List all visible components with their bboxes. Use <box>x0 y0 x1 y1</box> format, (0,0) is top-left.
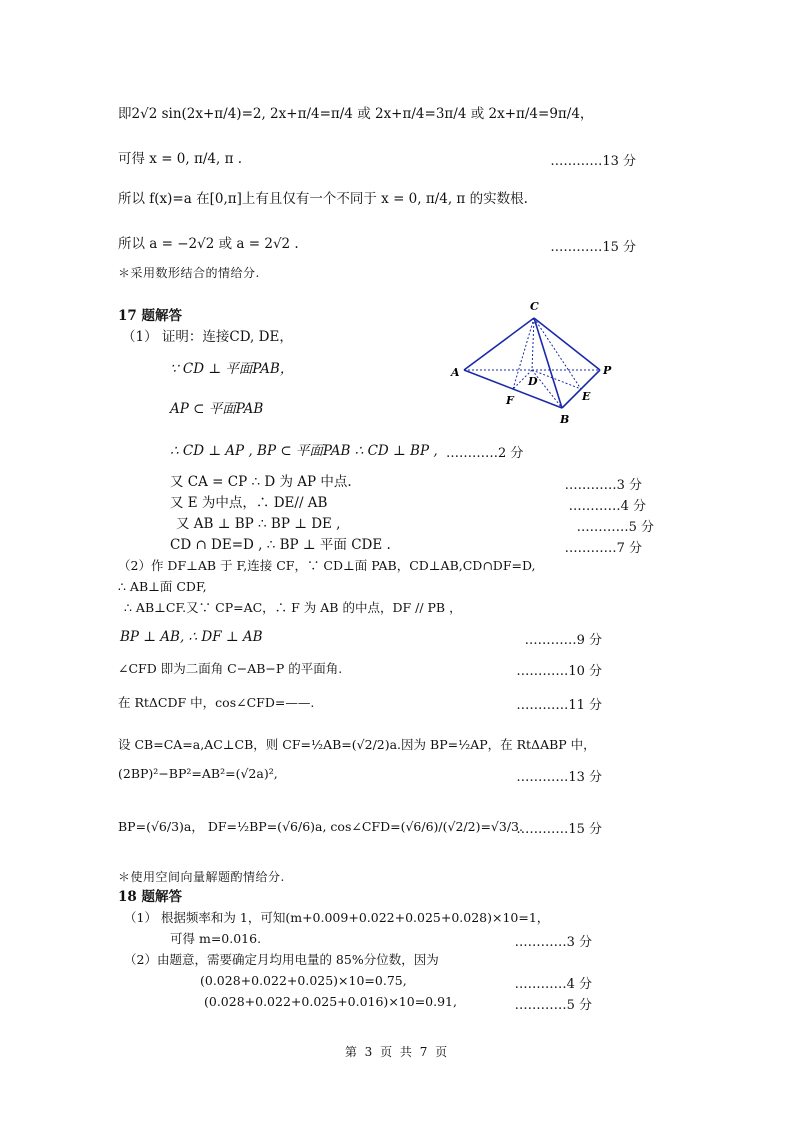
q17-line-17: BP=(√6/3)a， DF=½BP=(√6/6)a, cos∠CFD=(√6/6)/(√2/2)=√3/3. <box>118 819 523 834</box>
q18-line-5: (0.028+0.022+0.025+0.016)×10=0.91, <box>204 994 457 1009</box>
score-9: …………9 分 <box>524 633 602 648</box>
q17-line-10: ∴ AB⊥面 CDF, <box>118 579 207 594</box>
label-A: A <box>451 366 460 379</box>
line-1-text: 即2√2 sin(2x+π/4)=2, 2x+π/4=π/4 或 2x+π/4=3π/4 或 2x+π/4=9π/4， <box>118 106 594 122</box>
q17-line-4: ∴ CD ⊥ AP , BP ⊂ 平面PAB ∴ CD ⊥ BP , <box>170 443 438 459</box>
q18-line-3: （2）由题意，需要确定月均用电量的 85%分位数，因为 <box>124 952 439 967</box>
q17-line-2: ∵ CD ⊥ 平面PAB， <box>170 361 294 377</box>
label-B: B <box>560 413 570 426</box>
score-13a: …………13 分 <box>550 154 636 169</box>
q18-line-1: （1） 根据频率和为 1，可知(m+0.009+0.022+0.025+0.028)×10=1， <box>124 910 550 925</box>
q17-heading: 17 题解答 <box>118 308 182 324</box>
q17-line-7: 又 AB ⊥ BP ∴ BP ⊥ DE , <box>176 516 341 532</box>
score-3a: …………3 分 <box>564 478 642 493</box>
label-C: C <box>530 300 539 313</box>
label-D: D <box>528 375 538 388</box>
q17-line-1: （1） 证明：连接CD, DE， <box>122 329 293 345</box>
dashed-CD <box>532 318 534 370</box>
q17-line-14: 在 RtΔCDF 中，cos∠CFD=——. <box>118 695 315 710</box>
line-3-text: 所以 f(x)=a 在[0,π]上有且仅有一个不同于 x = 0, π/4, π 的实数根. <box>118 191 528 207</box>
q17-line-9: （2）作 DF⊥AB 于 F,连接 CF，∵ CD⊥面 PAB，CD⊥AB,CD∩DF=D, <box>118 558 536 573</box>
score-13b: …………13 分 <box>516 770 602 785</box>
score-5a: …………5 分 <box>576 520 654 535</box>
q17-line-16: (2BP)²−BP²=AB²=(√2a)², <box>118 766 278 781</box>
q17-line-3: AP ⊂ 平面PAB <box>170 401 264 417</box>
q18-line-2: 可得 m=0.016. <box>170 931 262 946</box>
score-3b: …………3 分 <box>514 935 592 950</box>
line-2-text: 可得 x = 0, π/4, π . <box>118 151 243 167</box>
q17-line-12: BP ⊥ AB, ∴ DF ⊥ AB <box>120 629 263 645</box>
solution-line-4 <box>118 235 299 253</box>
q17-line-8: CD ∩ DE=D , ∴ BP ⊥ 平面 CDE . <box>170 537 391 553</box>
score-4a: …………4 分 <box>568 499 646 514</box>
line-4-text: 所以 a = −2√2 或 a = 2√2 . <box>118 236 299 252</box>
q17-line-6: 又 E 为中点，∴ DE// AB <box>170 495 328 511</box>
score-10: …………10 分 <box>516 664 602 679</box>
grading-note-2: ＊使用空间向量解题酌情给分. <box>118 870 285 884</box>
q18-heading: 18 题解答 <box>118 889 182 905</box>
q17-line-11: ∴ AB⊥CF.又∵ CP=AC，∴ F 为 AB 的中点，DF // PB ， <box>124 600 462 615</box>
dashed-CE <box>534 318 581 389</box>
edge-CP <box>534 318 600 370</box>
edge-CB <box>534 318 562 408</box>
score-2: …………2 分 <box>446 446 524 461</box>
label-P: P <box>603 364 612 377</box>
page-footer: 第 3 页 共 7 页 <box>344 1045 450 1059</box>
edge-CA <box>464 318 534 370</box>
score-4b: …………4 分 <box>514 977 592 992</box>
score-15a: …………15 分 <box>550 240 636 255</box>
solution-line-1 <box>118 105 593 123</box>
q17-line-13: ∠CFD 即为二面角 C−AB−P 的平面角. <box>118 661 343 676</box>
score-11: …………11 分 <box>516 698 602 713</box>
q17-line-15: 设 CB=CA=a,AC⊥CB，则 CF=½AB=(√2/2)a.因为 BP=½AP，在 RtΔABP 中， <box>118 737 596 752</box>
label-E: E <box>582 390 591 403</box>
q17-line-5: 又 CA = CP ∴ D 为 AP 中点. <box>170 474 352 490</box>
grading-note-1: ＊采用数形结合的情给分. <box>118 266 260 280</box>
score-5b: …………5 分 <box>514 998 592 1013</box>
q18-line-4: (0.028+0.022+0.025)×10=0.75, <box>200 973 407 988</box>
score-7: …………7 分 <box>564 541 642 556</box>
label-F: F <box>506 394 514 407</box>
score-15b: …………15 分 <box>516 822 602 837</box>
pyramid-figure <box>440 296 620 426</box>
solution-line-2 <box>118 150 242 168</box>
solution-line-3 <box>118 190 528 208</box>
